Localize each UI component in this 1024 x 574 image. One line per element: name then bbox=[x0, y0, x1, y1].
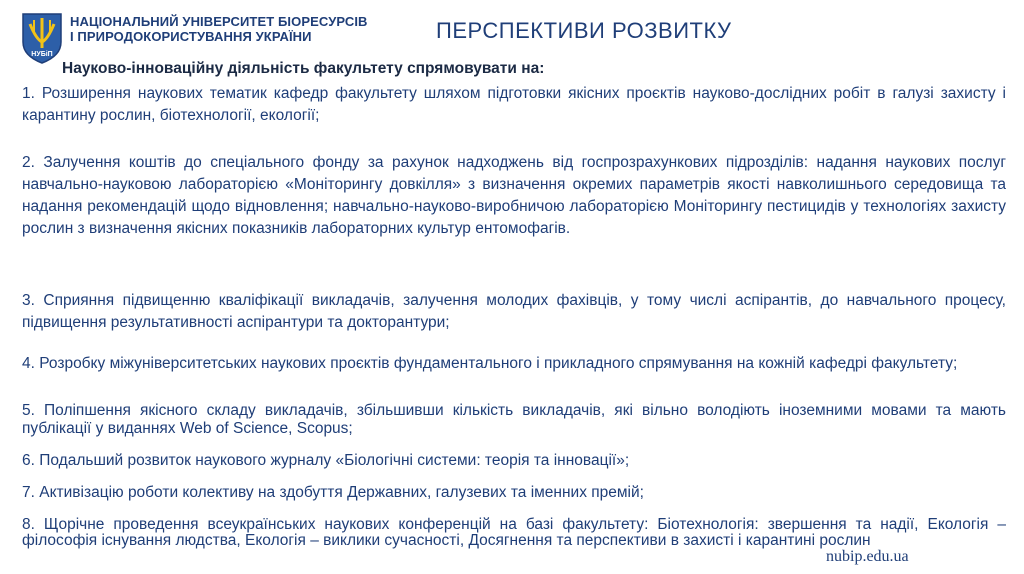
list-item-3: 3. Сприяння підвищенню кваліфікації викладачів, залучення молодих фахівців, у тому числі аспірантів, до навчального процесу, підвищення результативності аспірантури та докторантури; bbox=[22, 292, 1006, 331]
university-crest-icon bbox=[20, 12, 64, 64]
page-title: ПЕРСПЕКТИВИ РОЗВИТКУ bbox=[436, 18, 732, 43]
list-item-6: 6. Подальший розвиток наукового журналу «Біологічні системи: теорія та інновації»; bbox=[22, 452, 630, 469]
university-name-line2: І ПРИРОДОКОРИСТУВАННЯ УКРАЇНИ bbox=[70, 29, 312, 44]
section-subtitle: Науково-інноваційну діяльність факультету спрямовувати на: bbox=[62, 60, 545, 77]
footer-url[interactable]: nubip.edu.ua bbox=[826, 548, 909, 565]
list-item-2: 2. Залучення коштів до спеціального фонду за рахунок надходжень від госпрозрахункових підрозділів: надання наукових послуг навчально-науковою лабораторією «Моніторингу довкілля» з визначення окремих параметрів якості навколишнього середовища та надання рекомендацій щодо відновлення; навчально-науково-виробничою лабораторією Моніторингу пестицидів у технологіях захисту рослин з визначення якісних показників лабораторних культур ентомофагів. bbox=[22, 154, 1006, 237]
list-item-8: 8. Щорічне проведення всеукраїнських наукових конференцій на базі факультету: Біотехнологія: звершення та надії, Екологія – філософія існування людства, Екологія – виклики сучасності, Досягнення та перспективи в захисті і карантині рослин bbox=[22, 516, 1006, 549]
logo-caption: НУБіП bbox=[31, 51, 53, 58]
list-item-4: 4. Розробку міжуніверситетських наукових проєктів фундаментального і прикладного спрямування на кожній кафедрі факультету; bbox=[22, 355, 958, 372]
university-name-line1: НАЦІОНАЛЬНИЙ УНІВЕРСИТЕТ БІОРЕСУРСІВ bbox=[70, 14, 368, 29]
list-item-1: 1. Розширення наукових тематик кафедр факультету шляхом підготовки якісних проєктів науково-дослідних робіт в галузі захисту і карантину рослин, біотехнології, екології; bbox=[22, 85, 1006, 124]
list-item-7: 7. Активізацію роботи колективу на здобуття Державних, галузевих та іменних премій; bbox=[22, 484, 644, 501]
university-name bbox=[70, 14, 370, 44]
list-item-5: 5. Поліпшення якісного складу викладачів, збільшивши кількість викладачів, які вільно володіють іноземними мовами та мають публікації у виданнях Web of Science, Scopus; bbox=[22, 402, 1006, 437]
